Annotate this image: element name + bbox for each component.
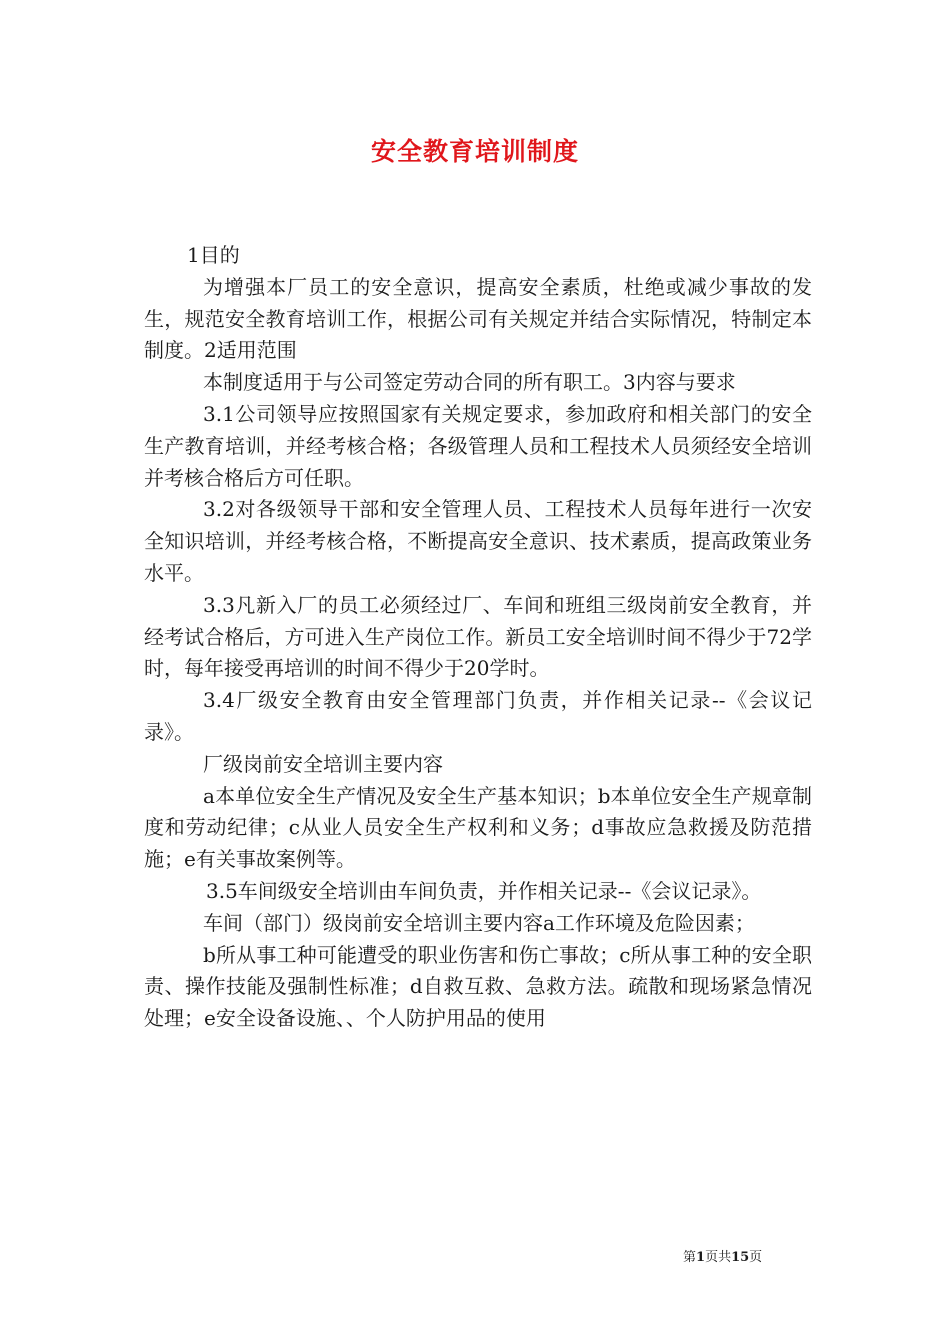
paragraph-factory-content: a本单位安全生产情况及安全生产基本知识；b本单位安全生产规章制度和劳动纪律；c从业人员安全生产权利和义务；d事故应急救援及防范措施；e有关事故案例等。 <box>144 783 812 872</box>
footer-prefix: 第 <box>683 1250 697 1265</box>
paragraph-3-3: 3.3凡新入厂的员工必须经过厂、车间和班组三级岗前安全教育，并经考试合格后，方可进入生产岗位工作。新员工安全培训时间不得少于72学时，每年接受再培训的时间不得少于20学时。 <box>144 592 812 681</box>
paragraph-workshop-content: b所从事工种可能遭受的职业伤害和伤亡事故；c所从事工种的安全职责、操作技能及强制性标准；d自救互救、急救方法。疏散和现场紧急情况处理；e安全设备设施、、个人防护用品的使用 <box>144 942 812 1031</box>
footer-current-page: 1 <box>696 1250 706 1265</box>
document-body <box>144 240 812 1035</box>
footer-total-pages: 15 <box>731 1250 750 1265</box>
paragraph-scope: 本制度适用于与公司签定劳动合同的所有职工。3内容与要求 <box>203 370 736 395</box>
paragraph-factory-content-heading: 厂级岗前安全培训主要内容 <box>203 751 443 776</box>
paragraph-purpose: 为增强本厂员工的安全意识，提高安全素质，杜绝或减少事故的发生，规范安全教育培训工作，根据公司有关规定并结合实际情况，特制定本制度。2适用范围 <box>144 274 812 363</box>
section-heading-purpose: 1目的 <box>187 243 240 267</box>
paragraph-workshop-content-heading: 车间（部门）级岗前安全培训主要内容a工作环境及危险因素； <box>203 910 755 935</box>
paragraph-3-1: 3.1公司领导应按照国家有关规定要求，参加政府和相关部门的安全生产教育培训，并经考核合格；各级管理人员和工程技术人员须经安全培训并考核合格后方可任职。 <box>144 401 812 490</box>
page-footer <box>683 1246 813 1265</box>
paragraph-3-2: 3.2对各级领导干部和安全管理人员、工程技术人员每年进行一次安全知识培训，并经考核合格，不断提高安全意识、技术素质，提高政策业务水平。 <box>144 497 812 585</box>
paragraph-3-5: 3.5车间级安全培训由车间负责，并作相关记录--《会议记录》。 <box>206 878 762 903</box>
footer-suffix: 页 <box>749 1250 763 1265</box>
paragraph-3-4: 3.4厂级安全教育由安全管理部门负责，并作相关记录--《会议记录》。 <box>144 688 812 744</box>
footer-middle: 页共 <box>705 1250 732 1265</box>
page-title: 安全教育培训制度 <box>370 137 579 166</box>
